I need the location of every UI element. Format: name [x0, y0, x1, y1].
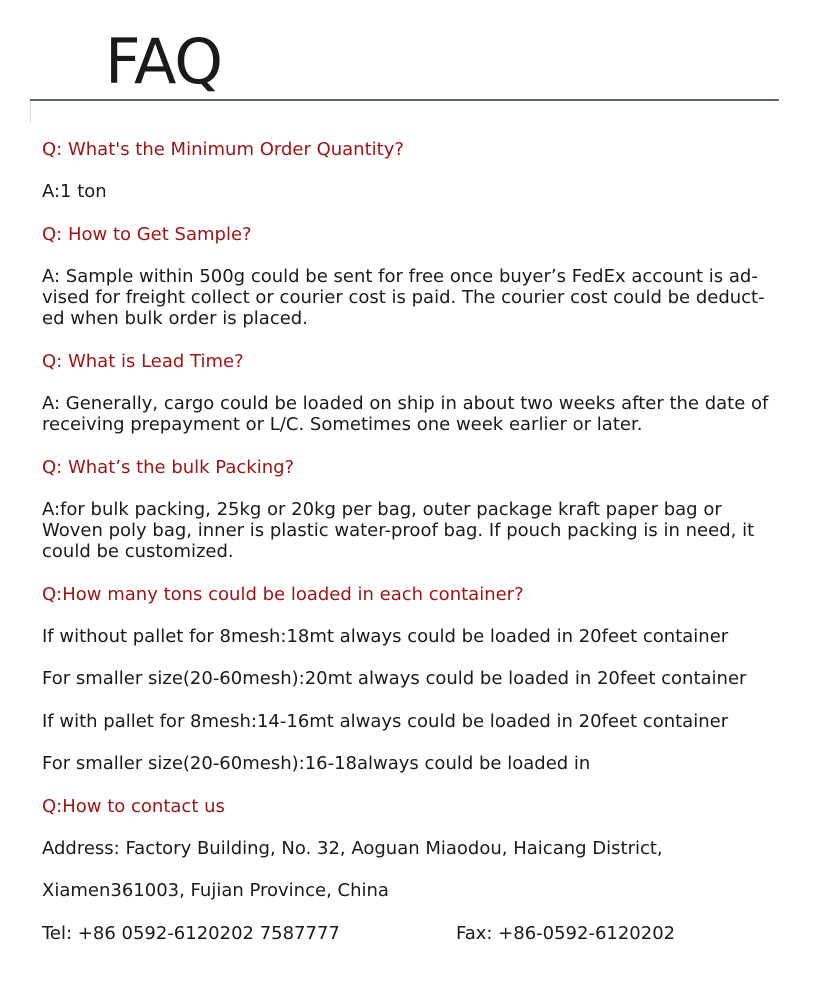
answer-container-line-3: If with pallet for 8mesh:14-16mt always could be loaded in 20feet container: [42, 711, 729, 732]
contact-address-line-2: Xiamen361003, Fujian Province, China: [42, 880, 389, 901]
question-contact: Q:How to contact us: [42, 796, 225, 817]
divider-tick: [30, 101, 31, 123]
contact-address-line-1: Address: Factory Building, No. 32, Aoguan Miaodou, Haicang District,: [42, 838, 663, 859]
answer-lead-line-1: A: Generally, cargo could be loaded on ship in about two weeks after the date of: [42, 393, 769, 414]
answer-moq: A:1 ton: [42, 181, 107, 202]
question-container: Q:How many tons could be loaded in each container?: [42, 584, 524, 605]
title-divider: [30, 99, 779, 101]
answer-container-line-4: For smaller size(20-60mesh):16-18always could be loaded in: [42, 753, 591, 774]
answer-container-line-2: For smaller size(20-60mesh):20mt always could be loaded in 20feet container: [42, 668, 747, 689]
contact-tel: Tel: +86 0592-6120202 7587777: [42, 923, 340, 944]
answer-packing-line-3: could be customized.: [42, 541, 234, 562]
answer-sample-line-1: A: Sample within 500g could be sent for free once buyer’s FedEx account is ad-: [42, 266, 758, 287]
answer-packing-line-1: A:for bulk packing, 25kg or 20kg per bag, outer package kraft paper bag or: [42, 499, 722, 520]
answer-lead-line-2: receiving prepayment or L/C. Sometimes one week earlier or later.: [42, 414, 643, 435]
question-moq: Q: What's the Minimum Order Quantity?: [42, 139, 404, 160]
contact-fax: Fax: +86-0592-6120202: [456, 923, 676, 944]
answer-sample-line-3: ed when bulk order is placed.: [42, 308, 308, 329]
question-packing: Q: What’s the bulk Packing?: [42, 457, 295, 478]
page-title: FAQ: [105, 25, 223, 98]
question-sample: Q: How to Get Sample?: [42, 224, 252, 245]
question-lead-time: Q: What is Lead Time?: [42, 351, 244, 372]
answer-sample-line-2: vised for freight collect or courier cost is paid. The courier cost could be deduct-: [42, 287, 765, 308]
answer-packing-line-2: Woven poly bag, inner is plastic water-proof bag. If pouch packing is in need, it: [42, 520, 755, 541]
answer-container-line-1: If without pallet for 8mesh:18mt always could be loaded in 20feet container: [42, 626, 729, 647]
